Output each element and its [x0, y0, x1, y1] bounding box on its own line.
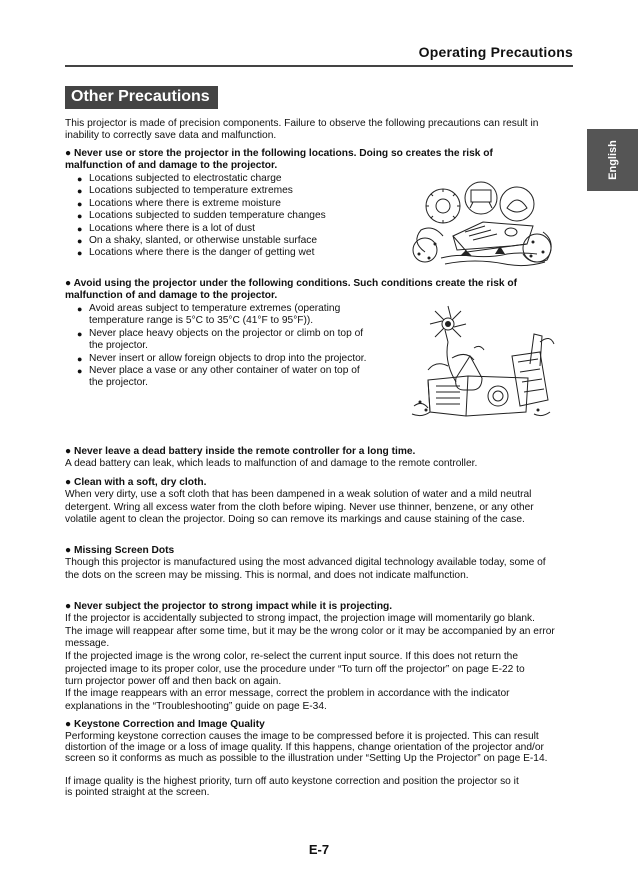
- list-item: ● Locations subjected to sudden temperature changes: [77, 210, 397, 222]
- list-item: ● Avoid areas subject to temperature extremes (operating temperature range is 5°C to 35°C (41°F to 95°F)).: [77, 303, 369, 328]
- impact-body-3: If the image reappears with an error message, correct the problem in accordance with the indicator explanations in the “Troubleshooting” guide on page E-34.: [65, 688, 510, 712]
- language-tab-label: English: [606, 140, 619, 180]
- intro-paragraph: This projector is made of precision components. Failure to observe the following precautions can result in inability to correctly save data and malfunction.: [65, 118, 539, 142]
- list-item: ● Locations where there is extreme moisture: [77, 198, 397, 210]
- list-item: ● On a shaky, slanted, or otherwise unstable surface: [77, 235, 397, 247]
- locations-list: [77, 173, 397, 260]
- list-item: ● Never insert or allow foreign objects to drop into the projector.: [77, 353, 369, 365]
- objects-on-projector-illustration: [408, 296, 558, 424]
- header-rule: [65, 65, 573, 67]
- battery-heading: ● Never leave a dead battery inside the remote controller for a long time.: [65, 446, 416, 457]
- language-tab: [587, 129, 638, 191]
- list-item: ● Locations subjected to temperature extremes: [77, 185, 397, 197]
- page-number: E-7: [308, 842, 330, 857]
- locations-heading: ● Never use or store the projector in the following locations. Doing so creates the risk of malfunction of and damage to the projector.: [65, 148, 493, 172]
- keystone-body-2: If image quality is the highest priority, turn off auto keystone correction and position the projector so it is pointed straight at the screen.: [65, 776, 519, 798]
- impact-heading: ● Never subject the projector to strong impact while it is projecting.: [65, 601, 393, 612]
- hazard-locations-illustration: [405, 180, 560, 275]
- list-item: ● Never place heavy objects on the projector or climb on top of the projector.: [77, 328, 369, 353]
- keystone-heading: ● Keystone Correction and Image Quality: [65, 719, 265, 730]
- battery-body: A dead battery can leak, which leads to malfunction of and damage to the remote controller.: [65, 458, 478, 469]
- page-header-title: Operating Precautions: [418, 44, 573, 60]
- section-title: Other Precautions: [65, 86, 218, 109]
- conditions-list: [77, 303, 369, 390]
- clean-body: When very dirty, use a soft cloth that has been dampened in a weak solution of water and a mild neutral detergent. Wring all excess water from the cloth before wiping. Never use thinner, benzene, or any other volatile agent to clean the projector. Doing so can remove its markings and cause staining of the case.: [65, 489, 534, 526]
- list-item: ● Locations subjected to electrostatic charge: [77, 173, 397, 185]
- clean-heading: ● Clean with a soft, dry cloth.: [65, 477, 207, 488]
- conditions-heading: ● Avoid using the projector under the following conditions. Such conditions create the risk of malfunction of and damage to the projector.: [65, 278, 517, 302]
- list-item: ● Locations where there is a lot of dust: [77, 223, 397, 235]
- impact-body-1: If the projector is accidentally subjected to strong impact, the projection image will momentarily go blank. The image will reappear after some time, but it may be the wrong color or it may be accompanied by an error message.: [65, 613, 555, 650]
- dots-heading: ● Missing Screen Dots: [65, 545, 175, 556]
- dots-body: Though this projector is manufactured using the most advanced digital technology available today, some of the dots on the screen may be missing. This is normal, and does not indicate malfunction.: [65, 557, 546, 581]
- impact-body-2: If the projected image is the wrong color, re-select the current input source. If this does not return the projected image to its proper color, use the procedure under “To turn off the projector” on page E-22 to turn projector power off and then back on again.: [65, 651, 525, 688]
- list-item: ● Never place a vase or any other container of water on top of the projector.: [77, 365, 369, 390]
- list-item: ● Locations where there is the danger of getting wet: [77, 247, 397, 259]
- keystone-body-1: Performing keystone correction causes the image to be compressed before it is projected. This can result distortion of the image or a loss of image quality. If this happens, change orientation of the projector and/or screen so it conforms as much as possible to the illustration under “Setting Up the Projector” on page E-14.: [65, 731, 548, 764]
